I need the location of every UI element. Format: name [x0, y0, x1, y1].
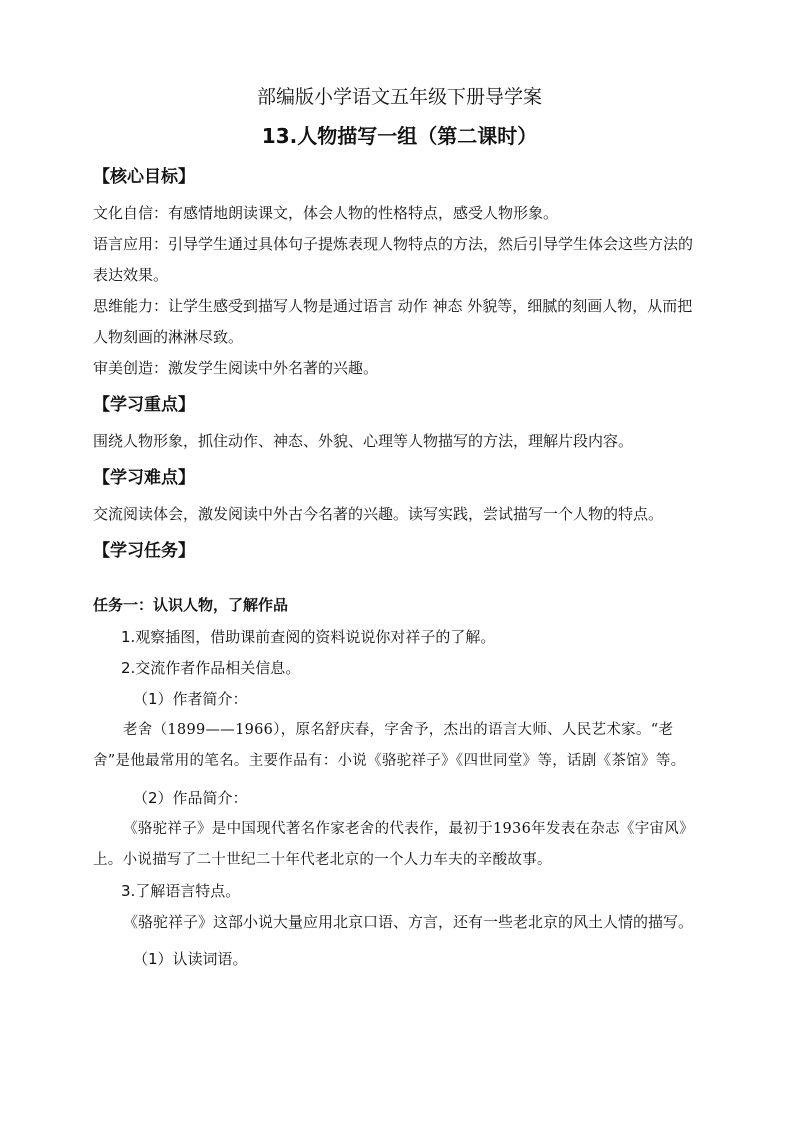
key-points-heading: 【学习重点】 [93, 395, 195, 415]
difficulties-text: 交流阅读体会，激发阅读中外古今名著的兴趣。读写实践，尝试描写一个人物的特点。 [93, 505, 664, 523]
task-step: 3.了解语言特点。 [121, 882, 241, 900]
series-title: 部编版小学语文五年级下册导学案 [256, 86, 542, 108]
task-step: 1.观察插图，借助课前查阅的资料说说你对祥子的了解。 [121, 628, 496, 646]
author-intro-label: （1）作者简介： [133, 690, 248, 708]
author-intro-text: 老舍（1899——1966），原名舒庆春，字舍予，杰出的语言大师、人民艺术家。“老舍”是他最常用的笔名。主要作品有：小说《骆驼祥子》《四世同堂》等，话剧《茶馆》等。 [93, 722, 686, 769]
work-intro-label: （2）作品简介： [133, 789, 248, 807]
difficulties-heading: 【学习难点】 [93, 468, 195, 488]
core-goals-heading: 【核心目标】 [93, 167, 195, 187]
task-one-title: 任务一：认识人物，了解作品 [93, 596, 289, 614]
language-feature-text: 《骆驼祥子》这部小说大量应用北京口语、方言，还有一些老北京的风土人情的描写。 [123, 913, 694, 931]
task-step: 2.交流作者作品相关信息。 [121, 659, 301, 677]
tasks-heading: 【学习任务】 [93, 541, 195, 561]
key-points-text: 围绕人物形象，抓住动作、神态、外貌、心理等人物描写的方法，理解片段内容。 [93, 432, 634, 450]
goal-item: 语言应用：引导学生通过具体句子提炼表现人物特点的方法，然后引导学生体会这些方法的表达效果。 [93, 235, 694, 284]
goal-item: 文化自信：有感情地朗读课文，体会人物的性格特点，感受人物形象。 [93, 204, 559, 222]
lesson-title: 13.人物描写一组（第二课时） [261, 124, 538, 148]
goal-item: 思维能力：让学生感受到描写人物是通过语言 动作 神态 外貌等，细腻的刻画人物，从而把人物刻画的淋淋尽致。 [93, 297, 693, 346]
work-intro-text: 《骆驼祥子》是中国现代著名作家老舍的代表作，最初于1936年发表在杂志《宇宙风》上。小说描写了二十世纪二十年代老北京的一个人力车夫的辛酸故事。 [93, 821, 694, 868]
goal-item: 审美创造：激发学生阅读中外名著的兴趣。 [93, 359, 379, 377]
read-words-label: （1）认读词语。 [133, 950, 248, 968]
